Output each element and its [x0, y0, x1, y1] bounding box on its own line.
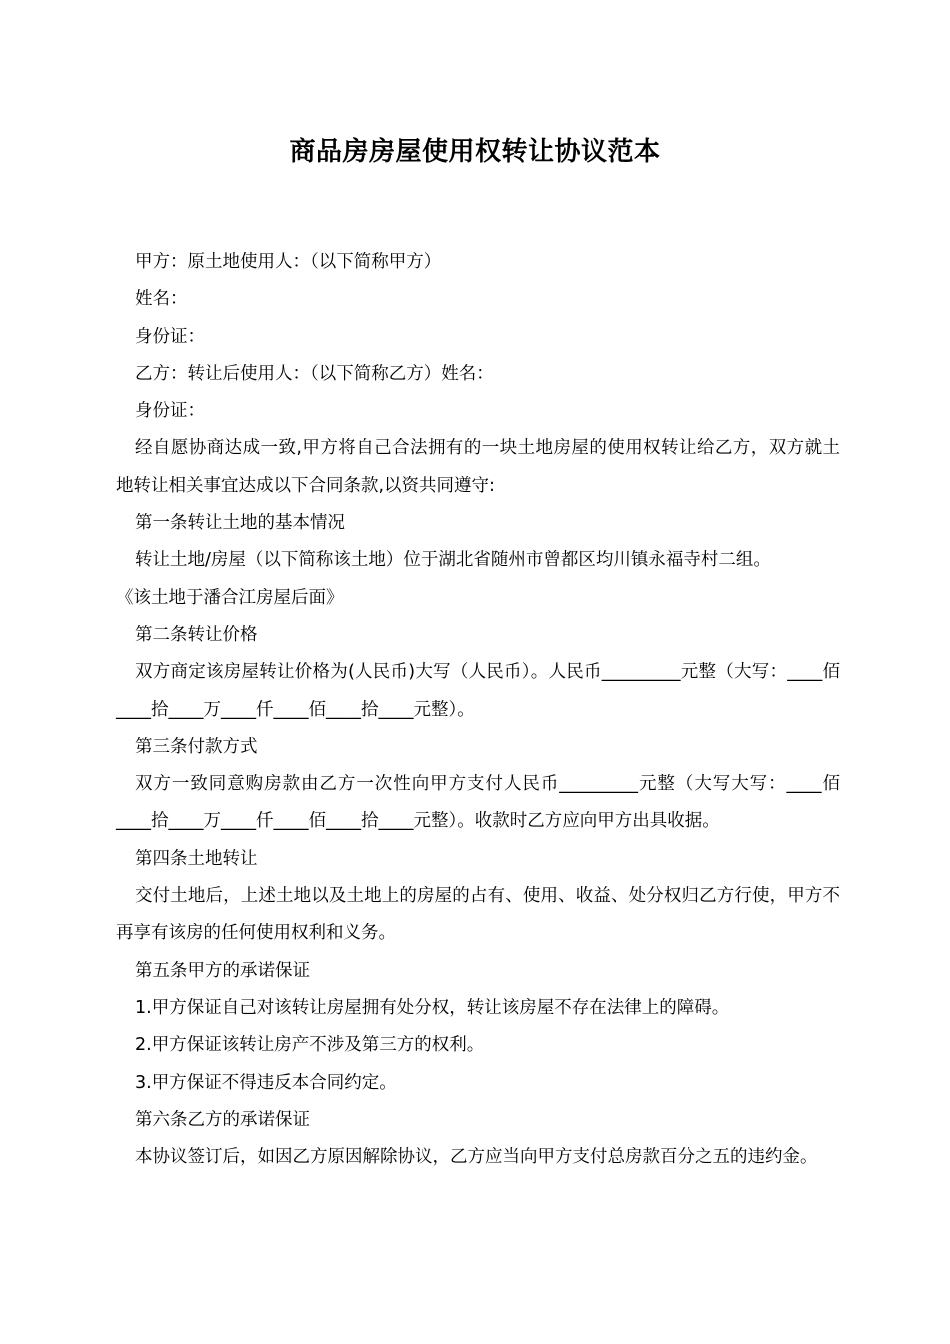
paragraph-article-3-payment: 双方一致同意购房款由乙方一次性向甲方支付人民币_________元整（大写大写：____佰____拾____万____仟____佰____拾____元整）。收款时乙方应向甲方出具收据。	[116, 774, 840, 832]
paragraph-article-4-transfer: 交付土地后，上述土地以及土地上的房屋的占有、使用、收益、处分权归乙方行使，甲方不再享有该房的任何使用权利和义务。	[116, 886, 840, 944]
paragraph-article-5-item-3: 3.甲方保证不得违反本合同约定。	[135, 1072, 397, 1093]
heading-article-6: 第六条乙方的承诺保证	[135, 1109, 310, 1130]
paragraph-article-1-location: 转让土地/房屋（以下简称该土地）位于湖北省随州市曾都区均川镇永福寺村二组。	[135, 550, 771, 571]
paragraph-party-b: 乙方：转让后使用人：（以下简称乙方）姓名：	[135, 363, 494, 384]
paragraph-party-a: 甲方：原土地使用人：（以下简称甲方）	[135, 252, 442, 272]
document-body	[116, 244, 840, 1176]
paragraph-party-a-name: 姓名：	[135, 289, 188, 310]
heading-article-2: 第二条转让价格	[135, 624, 258, 645]
paragraph-article-2-price: 双方商定该房屋转让价格为(人民币)大写（人民币）。人民币_________元整（大写：____佰____拾____万____仟____佰____拾____元整）。	[116, 662, 840, 720]
heading-article-3: 第三条付款方式	[135, 736, 258, 757]
heading-article-5: 第五条甲方的承诺保证	[135, 960, 310, 981]
paragraph-article-5-item-1: 1.甲方保证自己对该转让房屋拥有处分权，转让该房屋不存在法律上的障碍。	[135, 997, 730, 1018]
paragraph-party-a-id: 身份证：	[135, 326, 205, 347]
heading-article-4: 第四条土地转让	[135, 848, 258, 869]
paragraph-article-6-penalty: 本协议签订后，如因乙方原因解除协议，乙方应当向甲方支付总房款百分之五的违约金。	[135, 1147, 818, 1168]
heading-article-1: 第一条转让土地的基本情况	[135, 513, 345, 534]
paragraph-article-5-item-2: 2.甲方保证该转让房产不涉及第三方的权利。	[135, 1035, 485, 1056]
paragraph-preamble: 经自愿协商达成一致,甲方将自己合法拥有的一块土地房屋的使用权转让给乙方，双方就土地转让相关事宜达成以下合同条款,以资共同遵守:	[116, 438, 840, 496]
paragraph-party-b-id: 身份证：	[135, 401, 205, 422]
document-title: 商品房房屋使用权转让协议范本	[289, 137, 661, 167]
paragraph-article-1-note: 《该土地于潘合江房屋后面》	[116, 587, 344, 608]
